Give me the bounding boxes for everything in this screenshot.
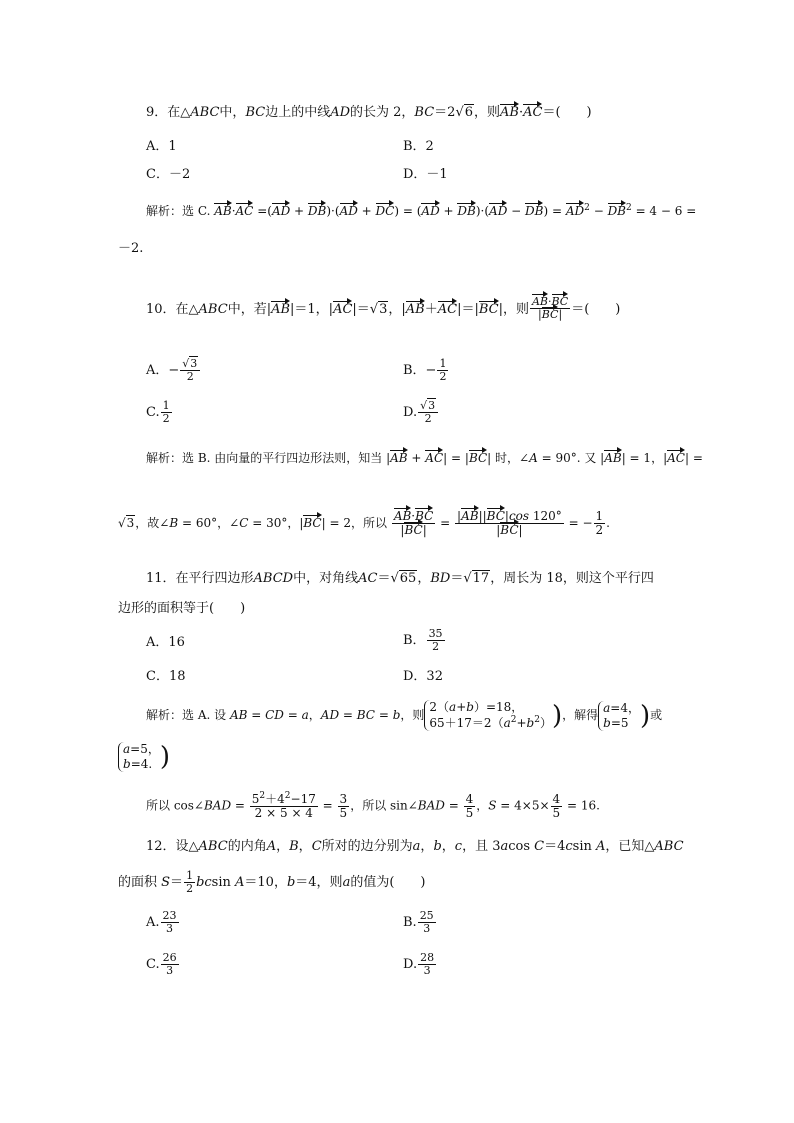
q11-stem-line2: 边形的面积等于( )	[118, 601, 246, 616]
q10-option-c: C. $\frac{1}{2}$	[146, 399, 170, 426]
q9-option-c: C．－2	[146, 167, 191, 182]
q10-option-b: B．− $\frac{1}{2}$	[403, 357, 447, 384]
q11-option-d: D．32	[403, 669, 443, 684]
q12-option-b: B. $\frac{25}{3}$	[403, 909, 434, 936]
q11-stem-line1: 11．在平行四边形ABCD中，对角线AC＝√65，BD＝√17，周长为 18，则这个平行四	[146, 571, 654, 586]
q12-option-d: D. $\frac{28}{3}$	[403, 951, 435, 978]
q11-option-a: A．16	[146, 635, 185, 650]
q10-option-d: D. $\frac{√3}{2}$	[403, 400, 439, 425]
q11-solution-line3: 所以 cos∠BAD = $\frac{5^2+4^2-17}{2 \times 5 \times 4}$ = $\frac{3}{5}$ ，所以 sin∠BAD = $\frac{4}{5}$ ，S = 4×5× $\frac{4}{5}$ = 16.	[146, 791, 600, 821]
q11-solution-line2: a=5， b=4. )	[118, 742, 170, 772]
q12-stem-line1: 12．设△ABC的内角A，B，C所对的边分别为a，b，c，且 3acos C＝4csin A，已知△ABC	[146, 839, 684, 854]
q12-stem-line2: 的面积 S＝ $\frac{1}{2}$ bcsin A＝10，b＝4，则a的值为( )	[118, 869, 426, 896]
q10-stem: 10．在△ABC中，若|AB|＝1，|AC|＝√3，|AB＋AC|＝|BC|，则 $\frac{AB\cdot BC}{|BC|}$ ＝( )	[146, 295, 621, 322]
q9-solution-line2: －2.	[118, 241, 144, 256]
q10-solution-line1: 解析：选 B. 由向量的平行四边形法则，知当 |AB + AC| = |BC| 时，∠A = 90°. 又 |AB| = 1，|AC| =	[146, 451, 703, 465]
q9-option-d: D．－1	[403, 167, 448, 182]
q10-option-a: A．− $\frac{√3}{2}$	[146, 358, 201, 383]
q9-option-b: B．2	[403, 139, 434, 154]
q12-option-a: A. $\frac{23}{3}$	[146, 909, 177, 936]
q9-stem: 9．在△ABC中，BC边上的中线AD的长为 2，BC＝2√6，则AB·AC＝( )	[146, 105, 592, 120]
q11-option-b: B． $\frac{35}{2}$	[403, 627, 443, 654]
q11-solution-line1: 解析：选 A. 设 AB = CD = a，AD = BC = b，则2（a+b）=18， $65+17=2(a^2+b^2)$)，解得a=4， b=5 )或	[146, 700, 663, 731]
q9-solution-line1: 解析：选 C. $AB\cdot AC =(AD + DB)\cdot(AD + DC) = (AD + DB)\cdot(AD - DB) = AD^2 - DB^2 = 4 - 6$ =	[146, 203, 697, 218]
q11-option-c: C．18	[146, 669, 186, 684]
q10-solution-line2: √3，故∠B = 60°，∠C = 30°，|BC| = 2，所以 $\frac{AB\cdot BC}{|BC|}$ = $\frac{|AB||BC|\cos 120^\circ}{|BC|}$ = − $\frac{1}{2}$ .	[118, 509, 610, 538]
q9-option-a: A．1	[146, 139, 177, 154]
q12-option-c: C. $\frac{26}{3}$	[146, 951, 177, 978]
